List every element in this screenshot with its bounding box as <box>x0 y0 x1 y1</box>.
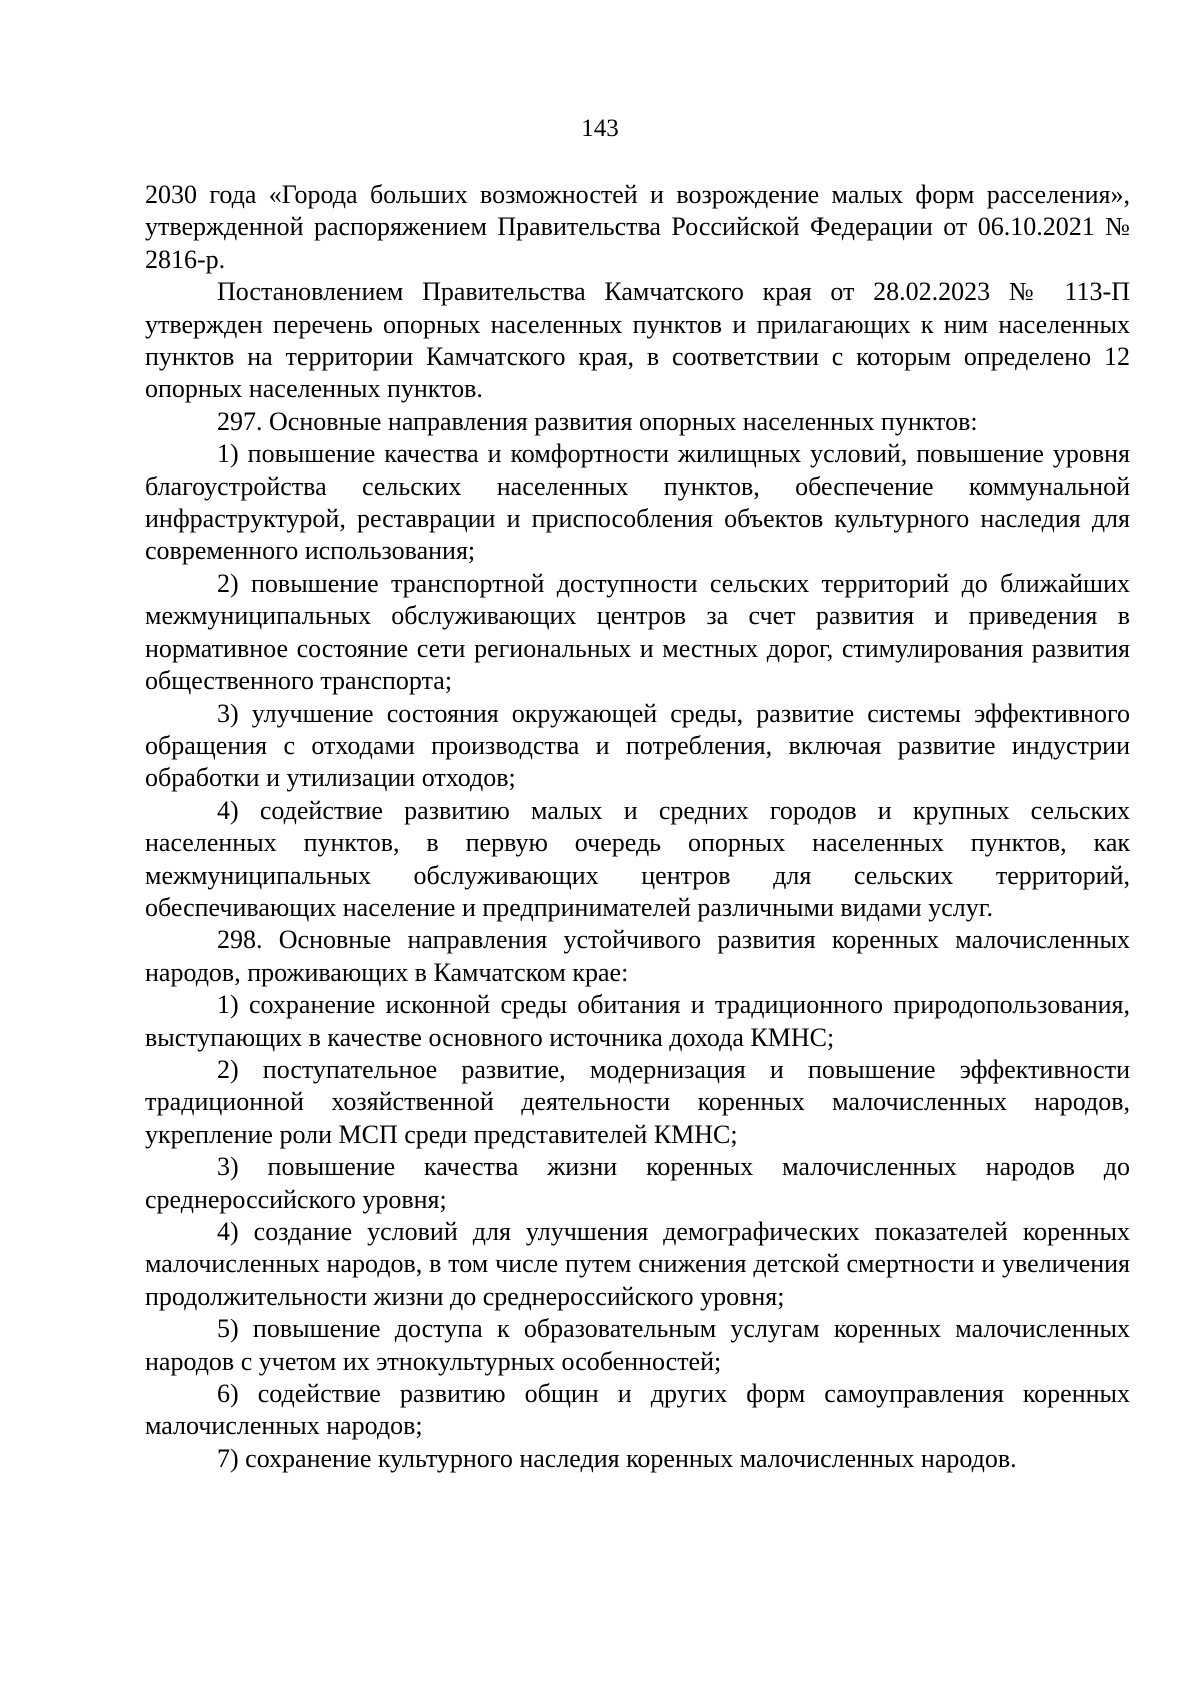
list-item: 6) содействие развитию общин и других форм самоуправления коренных малочисленных народов; <box>145 1379 1130 1441</box>
list-item: 7) сохранение культурного наследия коренных малочисленных народов. <box>217 1443 1017 1473</box>
list-item: 4) создание условий для улучшения демографических показателей коренных малочисленных народов, в том числе путем снижения детской смертности и увеличения продолжительности жизни до среднероссийского уровня; <box>145 1217 1130 1311</box>
section-heading-297: 297. Основные направления развития опорных населенных пунктов: <box>217 406 978 436</box>
section-heading-298: 298. Основные направления устойчивого развития коренных малочисленных народов, проживающих в Камчатском крае: <box>145 925 1130 987</box>
list-item: 2) поступательное развитие, модернизация и повышение эффективности традиционной хозяйственной деятельности коренных малочисленных народов, укрепление роли МСП среди представителей КМНС; <box>145 1054 1130 1149</box>
document-body <box>145 179 1130 1475</box>
list-item: 4) содействие развитию малых и средних городов и крупных сельских населенных пунктов, в первую очередь опорных населенных пунктов, как межмуниципальных обслуживающих центров для сельских территорий, обеспечивающих население и предпринимателей различными видами услуг. <box>145 795 1130 922</box>
list-item: 3) улучшение состояния окружающей среды, развитие системы эффективного обращения с отходами производства и потребления, включая развитие индустрии обработки и утилизации отходов; <box>145 698 1130 793</box>
paragraph: Постановлением Правительства Камчатского края от 28.02.2023 № 113-П утвержден перечень опорных населенных пунктов и прилагающих к ним населенных пунктов на территории Камчатского края, в соответствии с которым определено 12 опорных населенных пунктов. <box>145 277 1130 404</box>
paragraph: 2030 года «Города больших возможностей и возрождение малых форм расселения», утвержденной распоряжением Правительства Российской Федерации от 06.10.2021 № 2816-р. <box>145 180 1130 274</box>
list-item: 1) сохранение исконной среды обитания и традиционного природопользования, выступающих в качестве основного источника дохода КМНС; <box>145 990 1130 1052</box>
page-number: 143 <box>581 115 619 142</box>
list-item: 2) повышение транспортной доступности сельских территорий до ближайших межмуниципальных обслуживающих центров за счет развития и приведения в нормативное состояние сети региональных и местных дорог, стимулирования развития общественного транспорта; <box>145 568 1130 696</box>
list-item: 1) повышение качества и комфортности жилищных условий, повышение уровня благоустройства сельских населенных пунктов, обеспечение коммунальной инфраструктурой, реставрации и приспособления объектов культурного наследия для современного использования; <box>145 439 1130 566</box>
list-item: 3) повышение качества жизни коренных малочисленных народов до среднероссийского уровня; <box>145 1152 1130 1214</box>
list-item: 5) повышение доступа к образовательным услугам коренных малочисленных народов с учетом их этнокультурных особенностей; <box>145 1314 1130 1376</box>
